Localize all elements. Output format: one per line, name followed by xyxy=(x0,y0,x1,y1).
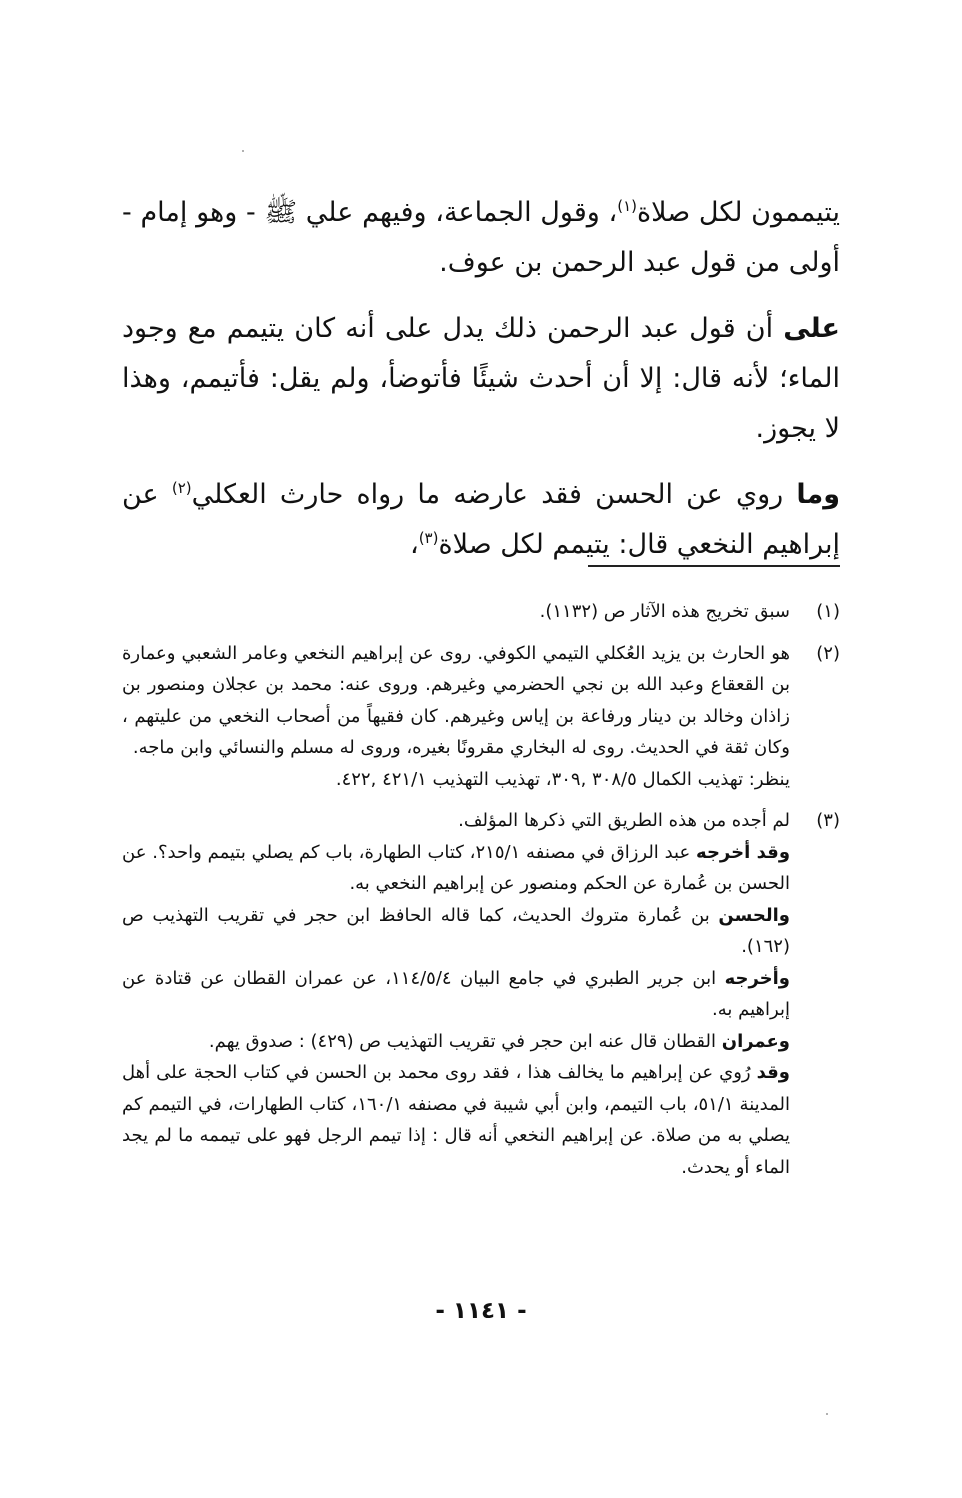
footnote-2 xyxy=(122,638,840,796)
footnote-line: وأخرجه ابن جرير الطبري في جامع البيان ١١٤/٥/٤، عن عمران القطان عن قتادة عن إبراهيم به. xyxy=(122,967,790,1020)
footnote-line: والحسن بن عُمارة متروك الحديث، كما قاله الحافظ ابن حجر في تقريب التهذيب ص (١٦٢). xyxy=(122,904,790,957)
footnote-line: وعمران القطان قال عنه ابن حجر في تقريب التهذيب ص (٤٢٩) : صدوق يهم. xyxy=(208,1030,790,1052)
footnote-source: ينظر: تهذيب الكمال ٣٠٨/٥ ,٣٠٩، تهذيب التهذيب ٤٢١/١ ,٤٢٢. xyxy=(335,768,790,790)
footnote-ref-1[interactable]: (١) xyxy=(617,197,637,215)
scan-speck xyxy=(826,1413,828,1415)
footnote-1 xyxy=(122,596,840,628)
main-text xyxy=(122,188,840,586)
footnotes xyxy=(122,596,840,1193)
footnote-line: وقد رُوي عن إبراهيم ما يخالف هذا ، فقد روى محمد بن الحسن في كتاب الحجة على أهل المدينة ٥١/١، باب التيمم، وابن أبي شيبة في مصنفه ١٦٠/١، كتاب الطهارات، في التيمم كم يصلي به من صلاة. عن إبراهيم النخعي أنه قال : إذا تيمم الرجل فهو على تيممه ما لم يجد الماء أو يحدث. xyxy=(122,1062,790,1178)
footnote-text: سبق تخريج هذه الآثار ص (١١٣٢). xyxy=(539,601,790,622)
paragraph-2: على أن قول عبد الرحمن ذلك يدل على أنه كان يتيمم مع وجود الماء؛ لأنه قال: إلا أن أحدث شيئًا فأتوضأ، ولم يقل: فأتيمم، وهذا لا يجوز. xyxy=(122,313,840,444)
footnote-separator xyxy=(588,565,840,567)
footnote-text: هو الحارث بن يزيد العُكلي التيمي الكوفي. روى عن إبراهيم النخعي وعامر الشعبي وعمارة بن القعقاع وعبد الله بن نجي الحضرمي وغيرهم. وروى عنه: محمد بن عجلان ومنصور بن زاذان وخالد بن دينار ورفاعة بن إياس وغيرهم. كان فقيهاً من أصحاب النخعي من عليتهم ، وكان ثقة في الحديث. روى له البخاري مقرونًا بغيره، وروى له مسلم والنسائي وابن ماجه. xyxy=(122,642,790,758)
footnote-number: (٣) xyxy=(816,810,840,831)
paragraph-lead: على xyxy=(783,313,840,344)
honorific-glyph: ﷺ xyxy=(264,197,298,228)
footnote-number: (١) xyxy=(816,601,840,622)
page-number: - ١١٤١ - xyxy=(435,1298,527,1324)
footnote-ref-3[interactable]: (٣) xyxy=(418,529,439,547)
footnote-line: وقد أخرجه عبد الرزاق في مصنفه ٢١٥/١، كتاب الطهارة، باب كم يصلي بتيمم واحد؟. عن الحسن بن عُمارة عن الحكم ومنصور عن إبراهيم النخعي به. xyxy=(122,841,791,894)
footnote-line: لم أجده من هذه الطريق التي ذكرها المؤلف. xyxy=(458,810,790,831)
footnote-number: (٢) xyxy=(816,642,840,664)
paragraph-1: يتيممون لكل صلاة$^{(١)}$، وقول الجماعة، وفيهم علي ﷺ - وهو إمام - أولى من قول عبد الرحمن بن عوف. xyxy=(122,197,840,278)
footnote-ref-2[interactable]: (٢) xyxy=(171,479,192,497)
scan-speck xyxy=(242,150,244,152)
footnote-3 xyxy=(122,805,840,1183)
paragraph-3: وما روي عن الحسن فقد عارضه ما رواه حارث العكلي$^{(٢)}$ عن إبراهيم النخعي قال: يتيمم لكل صلاة$^{(٣)}$، xyxy=(122,479,841,560)
paragraph-lead: وما xyxy=(796,479,841,510)
